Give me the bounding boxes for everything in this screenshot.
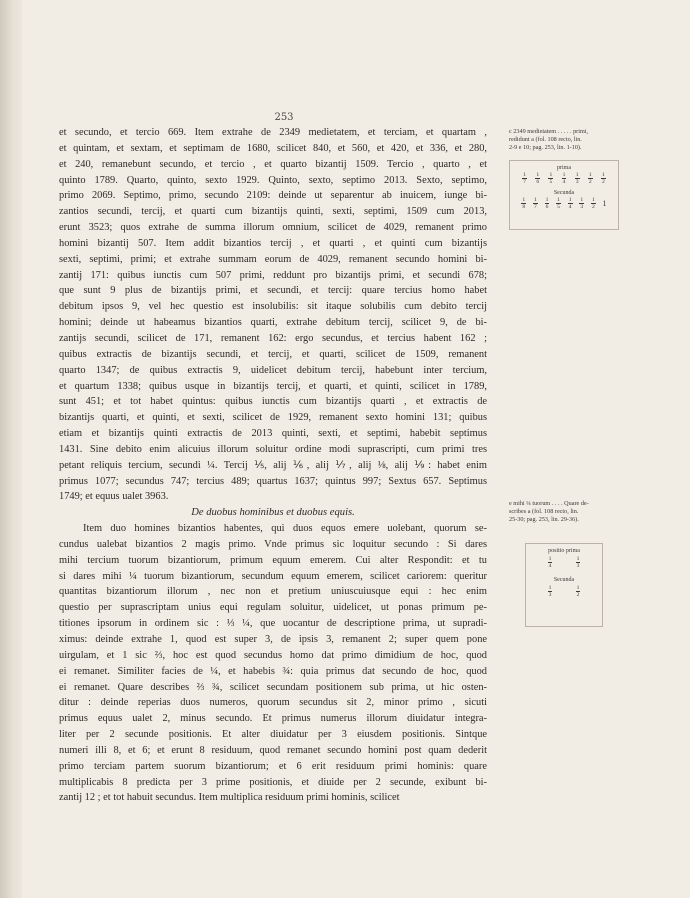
main-text (59, 125, 487, 806)
table-title: Secunda (553, 190, 575, 196)
text-line: et 240, remanebunt secundo, et tercio , et quarto bizantij 1509. Tercio , quarto , et (59, 158, 487, 170)
text-line: questio per suprascriptam unius equi regulam soluitur, uidelicet, ut ponas primum pe- (59, 602, 487, 614)
paragraph-1 (59, 125, 487, 505)
text-line: Item duo homines bizantios habentes, qui duos equos emere uolebant, quorum se- (83, 523, 487, 535)
fraction: $\frac{1}{4}$ (568, 197, 572, 210)
table-title: Secunda (553, 577, 575, 583)
text-line: et quintam, et sextam, et septimam de 1680, scilicet 840, et 560, et 420, et 336, et 280, (59, 142, 487, 154)
fraction: $\frac{1}{6}$ (536, 172, 540, 185)
text-line: et quartum 1338; quibus usque in bizantijs tercij, et quarti, et quinti, scilicet in 1789, (59, 380, 487, 392)
note-line: 2-9 e 10; pag. 253, lin. 1-10). (509, 144, 582, 152)
text-line: sunt 451; et tot habet quintus: quibus iunctis cum bizantijs quarti , et extractis de (59, 396, 487, 408)
fraction: $\frac{1}{7}$ (523, 172, 526, 185)
text-line: etiam et bizantijs quinti extractis de 2013 quinti, sexti, et septimi, habebit septimus (59, 428, 487, 440)
fraction: $\frac{1}{3}$ (548, 585, 552, 598)
text-line: ei remanet. Quare describes ⅔ ¾, scilicet secundam positionem sub prima, ut hic osten- (59, 681, 487, 693)
fraction: $\frac{1}{7}$ (533, 197, 537, 210)
text-line: homini bizantij 507. Item addit bizantios tercij , et quarti , et quinti cum bizantijs (59, 237, 487, 249)
text-line: zantios secundi, tercij, et quarti cum bizantijs quinti, sexti, septimi, 1509 cum 2013, (59, 206, 487, 218)
note-line: redidunt a (fol. 108 recto, lin. (509, 136, 582, 144)
fraction: $\frac{1}{2}$ (591, 197, 595, 210)
text-line: homini; deinde ut habeamus bizantios quarti, extrahe debitum tercij, scilicet 9, de bi- (59, 317, 487, 329)
fraction-row (510, 171, 618, 186)
text-line: primo terciam partem suorum bizantiorum; et 6 erit residuum primi hominis: quare (59, 760, 487, 772)
text-line: mihi tercium tuorum bizantiorum, primum equum emerem. Cui alter Respondit: et tu (59, 554, 487, 566)
text-line: que sunt 9 plus de bizantijs primi, et secundi, et tercij: quare tercius homo habet (59, 285, 487, 297)
fraction: $\frac{1}{4}$ (548, 556, 552, 569)
text-line: erunt 3523; quos extrahe de summa illorum omnium, scilicet de 4029, remanent primo (59, 222, 487, 234)
note-line: scribes a (fol. 108 recto, lin. (509, 508, 579, 516)
section-heading: De duobus hominibus et duobus equis. (191, 507, 355, 519)
fraction: $\frac{1}{5}$ (549, 172, 553, 185)
fraction-table-2 (525, 543, 603, 627)
fraction-row (526, 583, 602, 600)
fraction-row (526, 554, 602, 571)
fraction: $\frac{1}{2}$ (602, 172, 605, 185)
fraction-row (510, 196, 618, 211)
fraction: $\frac{1}{3}$ (575, 172, 579, 185)
text-line: petant reliquis tercium, secundi ¼. Tercij ⅕, alij ⅙, alij ⅐, alij ⅛, alij ⅑: habet enim (59, 459, 487, 471)
text-line: 1431. Sine debito enim alicuius illorum soluitur ordine modi suprascripti, cum primi tres (59, 443, 487, 455)
table-title: positio prima (548, 548, 580, 554)
table-title: prima (557, 165, 571, 171)
text-line: si dares mihi ¼ tuorum bizantiorum, secundum equum emerem, scilicet cariorem: queritur (59, 570, 487, 582)
text-line: debitum ipsos 9, vel hec questio est insolubilis: sit itaque solubilis cum debito tercij (59, 301, 487, 313)
page-number: 253 (274, 112, 294, 123)
margin-note-1 (509, 128, 617, 152)
text-line: uirgulam, et 1 sic ⅔, hoc est quod secundus homo dat primo dimidium de hoc, quod (59, 649, 487, 661)
text-line: primus equus ualet 2, minus secundo. Et primus numerus illorum diuidatur integra- (59, 713, 487, 725)
text-line: ximus: deinde extrahe 1, quod est super 3, de ipsis 3, remanent 2; super quem pone (59, 634, 487, 645)
text-line: zantij 12 ; et tot habuit secundus. Item multiplica residuum primi hominis, scilicet (59, 792, 400, 804)
text-line: 1749; et equus ualet 3963. (59, 491, 169, 503)
text-line: cundus ualebat bizantios 2 magis primo. Vnde primus sic loquitur secundo : Si dares (59, 538, 487, 550)
fraction: $\frac{1}{6}$ (545, 197, 549, 210)
note-line: 25-30; pag. 253, lin. 29-36). (509, 516, 579, 524)
fraction: $\frac{1}{3}$ (580, 197, 584, 210)
text-line: numeri illi 8, et 6; et erunt 8 residuum, quod remanet secundo homini post quam dederit (59, 744, 487, 756)
text-line: zantij 171: quibus iunctis cum 507 primi, reddunt pro bizantijs primi, et secundi 678; (59, 269, 487, 281)
paragraph-2 (59, 521, 487, 806)
text-line: ei remanet. Similiter facies de ¼, et habebis ¾: quia primus dat secundo de hoc, quod (59, 665, 487, 677)
note-line: c 2349 medietatem . . . . . primi, (509, 128, 589, 135)
text-line: bizantijs quarti, et quinti, et sexti, scilicet de 1929, remanent sexto homini 131; quibus (59, 412, 487, 424)
text-line: quibus extractis de bizantijs secundi, et tercij, et quarti, scilicet de 1509, remanent (59, 348, 487, 360)
text-line: titiones ipsorum in ordinem sic : ⅓ ¼, que uocantur de descriptione prima, ut supradi- (59, 618, 487, 630)
text-line: et secundo, et tercio 669. Item extrahe de 2349 medietatem, et terciam, et quartam , (59, 127, 487, 138)
trailing-number: 1 (602, 198, 607, 208)
scan-edge (0, 0, 22, 898)
text-line: quinto 1789. Quarto, quinto, sexto 1929. Quinto, sexto, septimo 2013. Sexto, septimo, (59, 174, 487, 186)
text-line: liter per 2 secunde positionis. Et alter diuidatur per 3 eiusdem positionis. Sintque (59, 729, 487, 741)
text-line: sexti, septimi, primi; et extrahe summam eorum de 4029, remanent secundo homini bi- (59, 253, 487, 265)
note-line: e mihi ¼ tuorum . . . . Quare de- (509, 500, 589, 507)
fraction: $\frac{1}{8}$ (522, 197, 526, 210)
text-line: primus 1077; secundus 747; tercius 489; quartus 1637; quintus 997; Sextus 657. Septimus (59, 475, 487, 487)
fraction: $\frac{1}{2}$ (588, 172, 592, 185)
text-line: ditur : deinde reperias duos numeros, quorum secundus sit 2, minor primo , sicuti (59, 697, 487, 709)
text-line: multiplicabis 8 predicta per 3 prime positionis, et diuide per 2 secunde, exibunt bi- (59, 776, 487, 788)
text-line: primo 2069. Septimo, primo, secundo 2109: deinde ut separentur ab inuicem, iunge bi- (59, 190, 487, 202)
text-line: quarto 1347; de quibus extractis 9, uidelicet debitum tercij, habebunt inter tercium, (59, 364, 487, 376)
text-line: zantijs secundi, scilicet de 171, remanent 162: ergo secundus, et tercius habent 162 ; (59, 332, 487, 344)
margin-note-2 (509, 500, 617, 524)
fraction: $\frac{1}{5}$ (557, 197, 560, 210)
fraction-table-1 (509, 160, 619, 230)
fraction: $\frac{1}{4}$ (562, 172, 566, 185)
fraction: $\frac{1}{2}$ (576, 585, 580, 598)
text-line: quantitas bizantiorum illorum , nec non et pretium uniuscuiusque equi : hec enim (59, 586, 487, 598)
fraction: $\frac{1}{3}$ (576, 556, 580, 569)
